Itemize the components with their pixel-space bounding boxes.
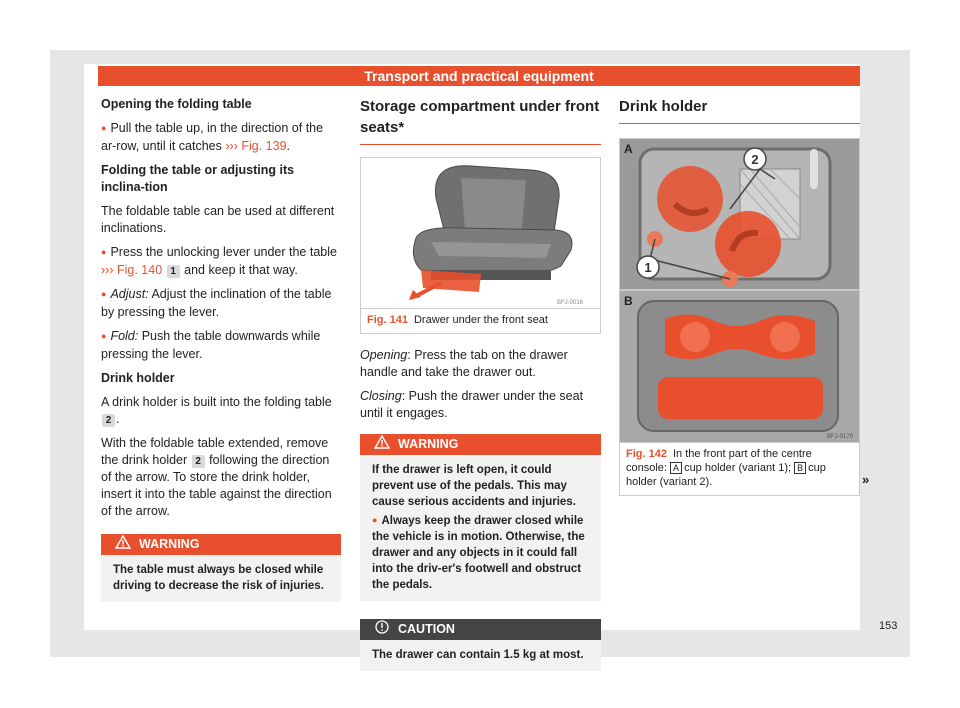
warning-icon xyxy=(115,534,131,557)
warning-text: The table must always be closed while driving to decrease the risk of injuries. xyxy=(113,564,324,592)
heading-folding-table: Folding the table or adjusting its inclina-tion xyxy=(101,163,295,194)
seat-drawer-illustration xyxy=(361,158,600,308)
column-right xyxy=(619,96,860,496)
caution-header: CAUTION xyxy=(360,619,601,640)
paragraph: With the foldable table extended, remove the drink holder 2 following the direction of the arrow. To store the drink holder, insert it into the table against the direction of the arrow. xyxy=(101,436,332,518)
caution-box xyxy=(360,619,601,671)
warning-header: WARNING xyxy=(360,434,601,455)
figure-code: BFJ-0179 xyxy=(826,434,853,440)
figure-caption: Fig. 142 In the front part of the centre console: A cup holder (variant 1); B cup holder (variant 2). xyxy=(620,442,859,495)
panel-label-a: A xyxy=(624,142,633,156)
figure-link[interactable]: Fig. 139 xyxy=(241,139,287,153)
callout-1: 1 xyxy=(644,260,652,275)
paragraph: Opening: Press the tab on the drawer handle and take the drawer out. xyxy=(360,348,568,379)
callout-number: 2 xyxy=(102,414,115,427)
box-letter-a: A xyxy=(670,462,682,474)
column-middle xyxy=(360,96,601,671)
section-title: Drink holder xyxy=(619,96,860,124)
callout-2: 2 xyxy=(751,152,759,167)
warning-text: If the drawer is left open, it could prevent use of the pedals. This may cause serious accidents and injuries. xyxy=(372,464,576,508)
warning-box xyxy=(360,434,601,601)
cup-holder-illustration xyxy=(620,139,859,442)
page-header: Transport and practical equipment xyxy=(98,66,860,86)
ref-arrow: ››› xyxy=(101,263,114,277)
callout-number: 1 xyxy=(167,265,180,278)
box-letter-b: B xyxy=(794,462,806,474)
list-item: ● Adjust: Adjust the inclination of the table by pressing the lever. xyxy=(101,286,341,321)
heading-opening-table: Opening the folding table xyxy=(101,97,252,111)
warning-icon xyxy=(374,434,390,457)
section-title: Storage compartment under front seats* xyxy=(360,96,601,145)
heading-drink-holder: Drink holder xyxy=(101,371,175,385)
column-left xyxy=(101,96,341,602)
figure-142 xyxy=(619,138,860,496)
figure-caption: Fig. 141 Drawer under the front seat xyxy=(361,308,600,333)
list-item: ● Press the unlocking lever under the table ››› Fig. 140 1 and keep it that way. xyxy=(101,244,341,279)
info-icon xyxy=(374,619,390,642)
paragraph: Closing: Push the drawer under the seat until it engages. xyxy=(360,389,584,420)
caution-text: The drawer can contain 1.5 kg at most. xyxy=(372,649,584,661)
figure-141 xyxy=(360,157,601,334)
warning-box xyxy=(101,534,341,602)
page-number: 153 xyxy=(879,620,898,632)
panel-label-b: B xyxy=(624,294,633,308)
list-item: ● Fold: Push the table downwards while pressing the lever. xyxy=(101,328,341,363)
continue-mark: » xyxy=(862,472,870,487)
paragraph: The foldable table can be used at different inclinations. xyxy=(101,204,335,235)
figure-code: BFJ-0016 xyxy=(556,300,583,306)
list-item: ● Pull the table up, in the direction of the ar-row, until it catches ››› Fig. 139. xyxy=(101,120,341,155)
ref-arrow: ››› xyxy=(225,139,238,153)
warning-header: WARNING xyxy=(101,534,341,555)
paragraph: A drink holder is built into the folding table 2 . xyxy=(101,395,332,426)
callout-number: 2 xyxy=(192,455,205,468)
warning-bullet: ● Always keep the drawer closed while the vehicle is in motion. Otherwise, the drawer and any objects in it could fall into the driv-er's footwell and obstruct the pedals. xyxy=(372,513,591,593)
figure-link[interactable]: Fig. 140 xyxy=(116,263,163,277)
